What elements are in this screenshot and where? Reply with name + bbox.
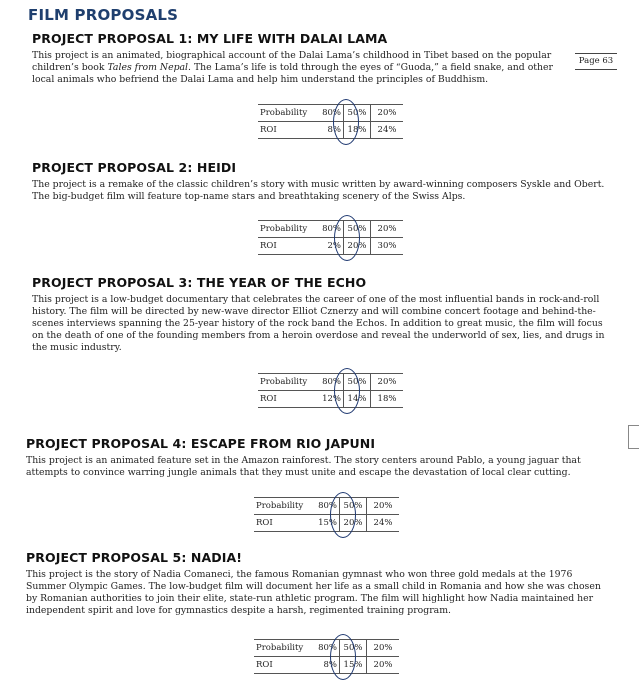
hand-drawn-circle [334,368,360,414]
roi-label: ROI [254,657,308,674]
roi-mid: 15% [340,657,367,674]
roi-mid: 20% [344,238,371,255]
roi-low: 12% [312,391,344,408]
probability-mid: 50% [344,374,371,391]
roi-high: 20% [367,657,400,674]
proposal-description: This project is an animated feature set in the Amazon rainforest. The story centers around Pablo, a young jaguar that attempts to convince warring jungle animals that they must unite and escape the devastation of local clear cutting. [26,455,581,478]
hand-drawn-circle [334,215,360,261]
probability-label: Probability [254,498,308,515]
roi-low: 2% [312,238,344,255]
probability-label: Probability [258,105,312,122]
probability-low: 80% [312,374,344,391]
proposal-2 [32,160,612,203]
proposal-description: This project is a low-budget documentary that celebrates the career of one of the most influential bands in rock-and-roll history. The film will be directed by new-wave director Elliot Cznerzy and will combine concert footage and behind-the-scenes interviews spanning the 25-year history of the rock band the Echos. In addition to great music, the film will focus on the death of one of the founding members from a heroin overdose and reveal the underworld of sex, lies, and drugs in the music industry. [32,294,605,353]
hand-drawn-circle [330,492,356,538]
hand-drawn-circle [333,99,359,145]
roi-mid: 14% [344,391,371,408]
estimate-table-4 [254,497,399,532]
probability-mid: 50% [344,221,371,238]
probability-low: 80% [312,221,344,238]
proposal-heading: PROJECT PROPOSAL 5: NADIA! [26,550,243,565]
proposal-description: The project is a remake of the classic children’s story with music written by award-winning composers Syskle and Obert. The big-budget film will feature top-name stars and breathtaking scenery of the Swiss Alps. [32,179,605,202]
estimate-table-5 [254,639,399,674]
roi-label: ROI [258,238,312,255]
roi-high: 24% [371,122,404,139]
estimate-table-2 [258,220,403,255]
probability-low: 80% [308,640,340,657]
probability-low: 80% [308,498,340,515]
roi-low: 15% [308,515,340,532]
proposal-4 [26,436,611,479]
probability-mid: 50% [340,498,367,515]
proposal-heading: PROJECT PROPOSAL 4: ESCAPE FROM RIO JAPUNI [26,436,376,451]
proposal-description: This project is an animated, biographical account of the Dalai Lama’s childhood in Tibet based on the popular children’s book Tales from Nepal. The Lama’s life is told through the eyes of “Guoda,” a field snake, and other local animals who befriend the Dalai Lama and help him understand the principles of Buddhism. [32,50,553,85]
probability-high: 20% [371,374,404,391]
roi-low: 8% [312,122,344,139]
roi-high: 18% [371,391,404,408]
roi-label: ROI [258,122,312,139]
probability-mid: 50% [340,640,367,657]
probability-high: 20% [367,498,400,515]
probability-label: Probability [258,221,312,238]
book-title: Tales from Nepal [107,62,189,73]
roi-low: 8% [308,657,340,674]
proposal-5 [26,550,611,617]
estimate-table-1 [258,104,403,139]
roi-mid: 18% [344,122,371,139]
roi-label: ROI [258,391,312,408]
page-title: FILM PROPOSALS [28,6,179,24]
proposal-heading: PROJECT PROPOSAL 3: THE YEAR OF THE ECHO [32,275,367,290]
hand-drawn-circle [330,634,356,680]
page-number: Page 63 [575,53,617,70]
probability-high: 20% [371,221,404,238]
roi-label: ROI [254,515,308,532]
probability-label: Probability [258,374,312,391]
proposal-heading: PROJECT PROPOSAL 2: HEIDI [32,160,237,175]
page-edge-marker [628,425,639,449]
roi-mid: 20% [340,515,367,532]
roi-high: 30% [371,238,404,255]
probability-mid: 50% [344,105,371,122]
probability-high: 20% [367,640,400,657]
proposal-1 [32,31,567,86]
probability-high: 20% [371,105,404,122]
roi-high: 24% [367,515,400,532]
proposal-heading: PROJECT PROPOSAL 1: MY LIFE WITH DALAI LAMA [32,31,388,46]
probability-label: Probability [254,640,308,657]
probability-low: 80% [312,105,344,122]
proposal-description: This project is the story of Nadia Comaneci, the famous Romanian gymnast who won three gold medals at the 1976 Summer Olympic Games. The low-budget film will document her life as a small child in Romania and how she was chosen by Romanian authorities to join their elite, state-run athletic program. The film will highlight how Nadia maintained her independent spirit and love for gymnastics despite a harsh, regimented training program. [26,569,601,616]
proposal-3 [32,275,617,354]
estimate-table-3 [258,373,403,408]
